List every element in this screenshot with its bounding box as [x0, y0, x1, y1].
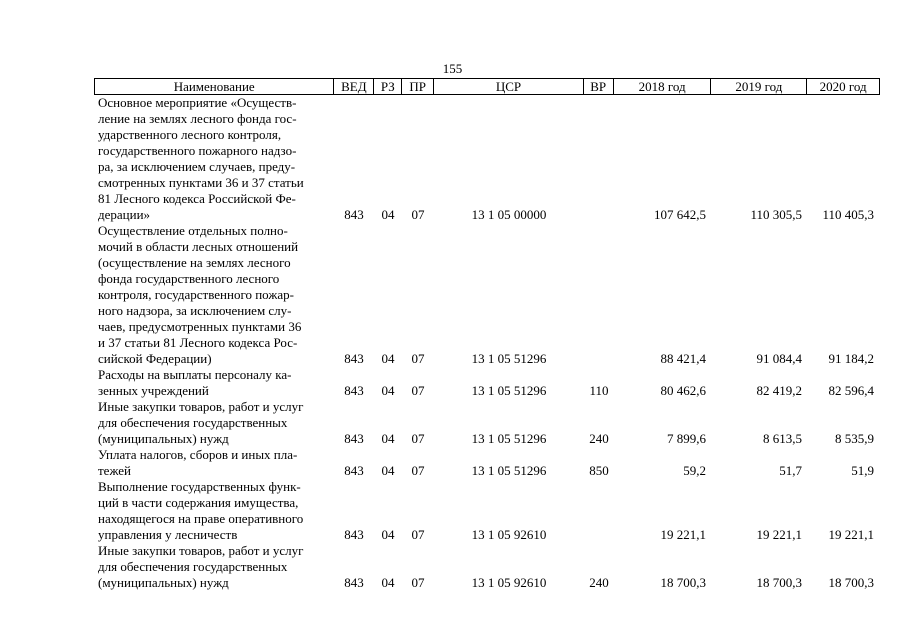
- row-2018: 59,2: [683, 463, 706, 478]
- row-rz: 04: [381, 207, 395, 222]
- row-name: [94, 479, 334, 543]
- header-name: Наименование: [95, 79, 334, 94]
- row-name-line: для обеспечения государственных: [98, 415, 288, 430]
- row-name-line: государственного пожарного надзо-: [98, 143, 297, 158]
- table-body: [94, 95, 880, 591]
- row-name: [94, 399, 334, 447]
- row-pr: 07: [411, 527, 425, 542]
- row-name-line: для обеспечения государственных: [98, 559, 288, 574]
- header-pr: ПР: [402, 79, 434, 94]
- row-2018: 107 642,5: [654, 207, 706, 222]
- row-2019: 82 419,2: [756, 383, 802, 398]
- row-name-line: управления у лесничеств: [98, 527, 238, 542]
- row-csr: 13 1 05 00000: [471, 207, 547, 222]
- row-name-line: Иные закупки товаров, работ и услуг: [98, 543, 304, 558]
- row-pr: 07: [411, 383, 425, 398]
- row-ved: 843: [344, 431, 364, 446]
- row-name-line: ного надзора, за исключением слу-: [98, 303, 292, 318]
- row-2019: 91 084,4: [756, 351, 802, 366]
- row-2020: 19 221,1: [828, 527, 874, 542]
- row-2020: 51,9: [851, 463, 874, 478]
- row-name: [94, 95, 334, 223]
- row-rz: 04: [381, 351, 395, 366]
- row-name-line: (муниципальных) нужд: [98, 575, 229, 590]
- row-2020: 8 535,9: [835, 431, 874, 446]
- row-2018: 88 421,4: [660, 351, 706, 366]
- row-name-line: сийской Федерации): [98, 351, 212, 366]
- row-ved: 843: [344, 463, 364, 478]
- row-name-line: ударственного лесного контроля,: [98, 127, 282, 142]
- row-ved: 843: [344, 383, 364, 398]
- row-pr: 07: [411, 207, 425, 222]
- row-name-line: ра, за исключением случаев, преду-: [98, 159, 296, 174]
- row-csr: 13 1 05 51296: [471, 431, 547, 446]
- table-row: [94, 447, 880, 479]
- row-name-line: мочий в области лесных отношений: [98, 239, 299, 254]
- page-number: 155: [442, 61, 463, 76]
- row-2019: 110 305,5: [750, 207, 802, 222]
- row-csr: 13 1 05 51296: [471, 463, 547, 478]
- table-row: [94, 367, 880, 399]
- row-vr: 850: [589, 463, 609, 478]
- row-name-line: (осуществление на землях лесного: [98, 255, 291, 270]
- row-csr: 13 1 05 51296: [471, 383, 547, 398]
- row-rz: 04: [381, 431, 395, 446]
- row-csr: 13 1 05 92610: [471, 575, 547, 590]
- row-name-line: зенных учреждений: [98, 383, 209, 398]
- budget-table: [94, 78, 880, 591]
- row-2020: 82 596,4: [828, 383, 874, 398]
- table-row: [94, 223, 880, 367]
- row-name-line: чаев, предусмотренных пунктами 36: [98, 319, 302, 334]
- row-ved: 843: [344, 527, 364, 542]
- table-row: [94, 399, 880, 447]
- row-name-line: (муниципальных) нужд: [98, 431, 229, 446]
- row-ved: 843: [344, 575, 364, 590]
- row-name-line: Основное мероприятие «Осуществ-: [98, 95, 297, 110]
- row-name-line: ление на землях лесного фонда гос-: [98, 111, 297, 126]
- row-name-line: тежей: [98, 463, 131, 478]
- row-rz: 04: [381, 527, 395, 542]
- header-ved: ВЕД: [334, 79, 374, 94]
- row-vr: 110: [589, 383, 609, 398]
- row-2019: 18 700,3: [756, 575, 802, 590]
- row-2019: 19 221,1: [756, 527, 802, 542]
- header-2020: 2020 год: [819, 79, 867, 94]
- table-row: [94, 95, 880, 223]
- row-name-line: Выполнение государственных функ-: [98, 479, 301, 494]
- row-rz: 04: [381, 575, 395, 590]
- row-2020: 110 405,3: [822, 207, 874, 222]
- row-pr: 07: [411, 463, 425, 478]
- row-name-line: контроля, государственного пожар-: [98, 287, 294, 302]
- row-2019: 8 613,5: [763, 431, 802, 446]
- header-rz: РЗ: [374, 79, 402, 94]
- row-ved: 843: [344, 351, 364, 366]
- row-name: [94, 367, 334, 399]
- row-name-line: и 37 статьи 81 Лесного кодекса Рос-: [98, 335, 298, 350]
- row-pr: 07: [411, 431, 425, 446]
- row-csr: 13 1 05 92610: [471, 527, 547, 542]
- row-pr: 07: [411, 575, 425, 590]
- row-vr: 240: [589, 431, 609, 446]
- header-csr: ЦСР: [434, 79, 584, 94]
- row-2018: 80 462,6: [660, 383, 706, 398]
- row-name-line: находящегося на праве оперативного: [98, 511, 304, 526]
- row-name: [94, 543, 334, 591]
- row-2018: 7 899,6: [667, 431, 706, 446]
- table-header: [94, 78, 880, 95]
- row-name-line: 81 Лесного кодекса Российской Фе-: [98, 191, 296, 206]
- row-name-line: ций в части содержания имущества,: [98, 495, 299, 510]
- row-rz: 04: [381, 463, 395, 478]
- row-csr: 13 1 05 51296: [471, 351, 547, 366]
- row-name: [94, 223, 334, 367]
- row-vr: 240: [589, 575, 609, 590]
- row-pr: 07: [411, 351, 425, 366]
- row-rz: 04: [381, 383, 395, 398]
- header-vr: ВР: [584, 79, 614, 94]
- header-2019: 2019 год: [711, 79, 807, 94]
- row-2020: 91 184,2: [828, 351, 874, 366]
- row-2019: 51,7: [779, 463, 802, 478]
- row-name: [94, 447, 334, 479]
- row-2018: 18 700,3: [660, 575, 706, 590]
- row-ved: 843: [344, 207, 364, 222]
- row-name-line: Иные закупки товаров, работ и услуг: [98, 399, 304, 414]
- table-row: [94, 479, 880, 543]
- row-name-line: Расходы на выплаты персоналу ка-: [98, 367, 292, 382]
- table-row: [94, 543, 880, 591]
- row-name-line: Уплата налогов, сборов и иных пла-: [98, 447, 298, 462]
- row-name-line: смотренных пунктами 36 и 37 статьи: [98, 175, 304, 190]
- row-2018: 19 221,1: [660, 527, 706, 542]
- row-2020: 18 700,3: [828, 575, 874, 590]
- row-name-line: фонда государственного лесного: [98, 271, 280, 286]
- row-name-line: Осуществление отдельных полно-: [98, 223, 288, 238]
- header-2018: 2018 год: [614, 79, 712, 94]
- row-name-line: дерации»: [98, 207, 151, 222]
